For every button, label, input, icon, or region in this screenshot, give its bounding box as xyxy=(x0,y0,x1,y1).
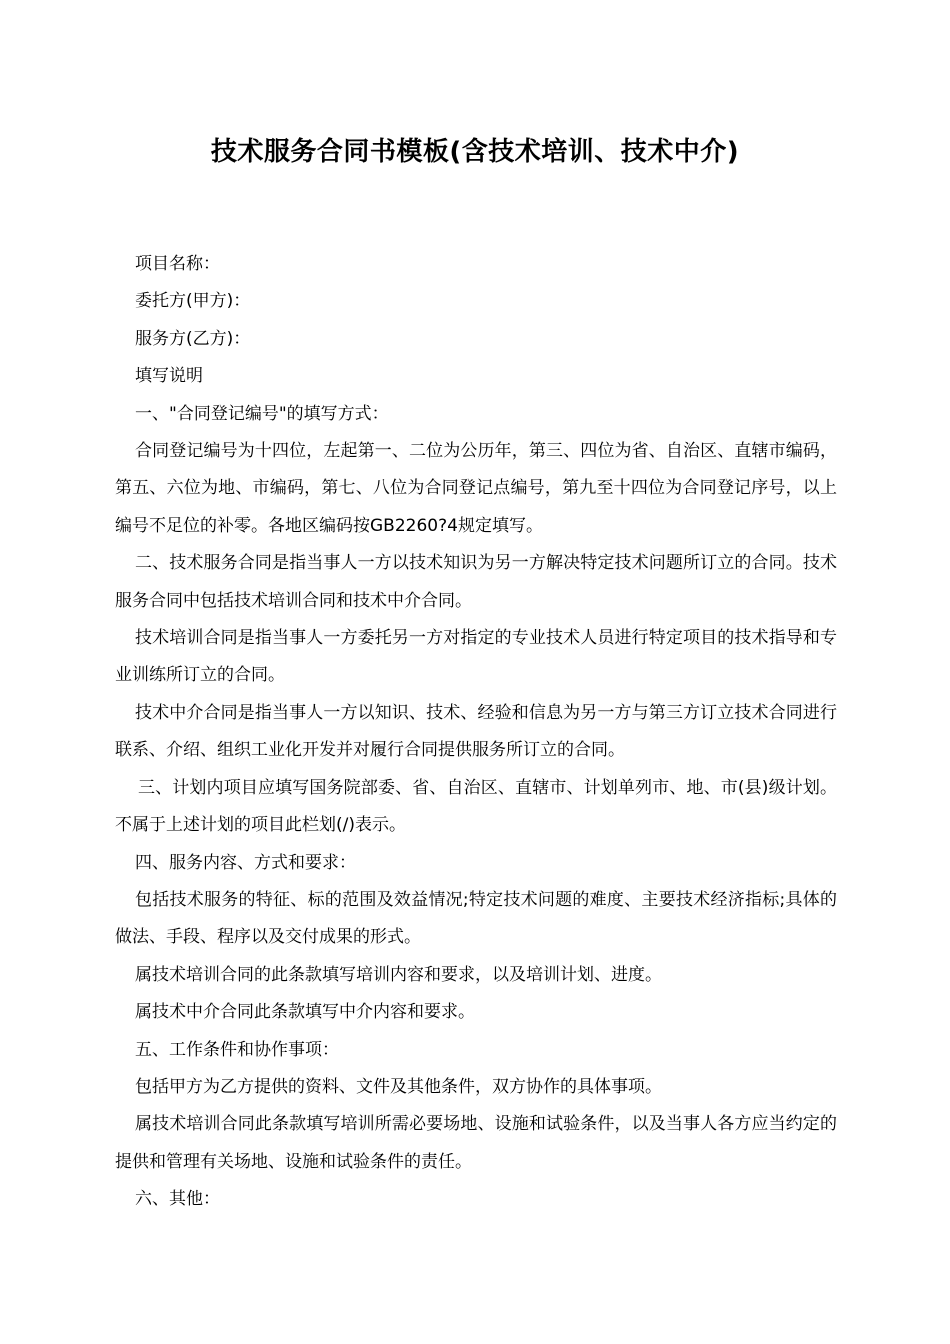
section-4-heading: 四、服务内容、方式和要求： xyxy=(135,852,356,873)
section-1-heading: 一、"合同登记编号"的填写方式： xyxy=(135,403,389,424)
section-4-intermediary-note: 属技术中介合同此条款填写中介内容和要求。 xyxy=(135,1002,475,1023)
section-6-heading: 六、其他： xyxy=(135,1189,220,1210)
service-party-line: 服务方(乙方)： xyxy=(135,328,251,349)
instructions-heading: 填写说明 xyxy=(135,366,203,387)
section-4-training-note: 属技术培训合同的此条款填写培训内容和要求，以及培训计划、进度。 xyxy=(135,964,662,985)
client-party-line: 委托方(甲方)： xyxy=(135,291,251,312)
project-name-line: 项目名称： xyxy=(135,254,220,274)
training-contract-paragraph: 技术培训合同是指当事人一方委托另一方对指定的专业技术人员进行特定项目的技术指导和专业训练所订立的合同。 xyxy=(115,628,837,686)
section-5-training-note: 属技术培训合同此条款填写培训所需必要场地、设施和试验条件，以及当事人各方应当约定的提供和管理有关场地、设施和试验条件的责任。 xyxy=(115,1114,837,1172)
intermediary-contract-paragraph: 技术中介合同是指当事人一方以知识、技术、经验和信息为另一方与第三方订立技术合同进行联系、介绍、组织工业化开发并对履行合同提供服务所订立的合同。 xyxy=(115,702,837,761)
document-body xyxy=(115,246,837,1219)
section-1-paragraph: 合同登记编号为十四位，左起第一、二位为公历年，第三、四位为省、自治区、直辖市编码，第五、六位为地、市编码，第七、八位为合同登记点编号，第九至十四位为合同登记序号，以上编号不足位的补零。各地区编码按GB2260?4规定填写。 xyxy=(115,441,837,536)
section-3-paragraph: 三、计划内项目应填写国务院部委、省、自治区、直辖市、计划单列市、地、市(县)级计划。不属于上述计划的项目此栏划(/)表示。 xyxy=(115,777,837,836)
section-5-paragraph: 包括甲方为乙方提供的资料、文件及其他条件，双方协作的具体事项。 xyxy=(135,1076,662,1097)
section-4-paragraph: 包括技术服务的特征、标的范围及效益情况;特定技术问题的难度、主要技术经济指标;具体的做法、手段、程序以及交付成果的形式。 xyxy=(115,889,837,948)
document-title: 技术服务合同书模板(含技术培训、技术中介) xyxy=(210,137,740,167)
section-5-heading: 五、工作条件和协作事项： xyxy=(135,1039,339,1060)
section-2-paragraph: 二、技术服务合同是指当事人一方以技术知识为另一方解决特定技术问题所订立的合同。技术服务合同中包括技术培训合同和技术中介合同。 xyxy=(115,553,837,611)
